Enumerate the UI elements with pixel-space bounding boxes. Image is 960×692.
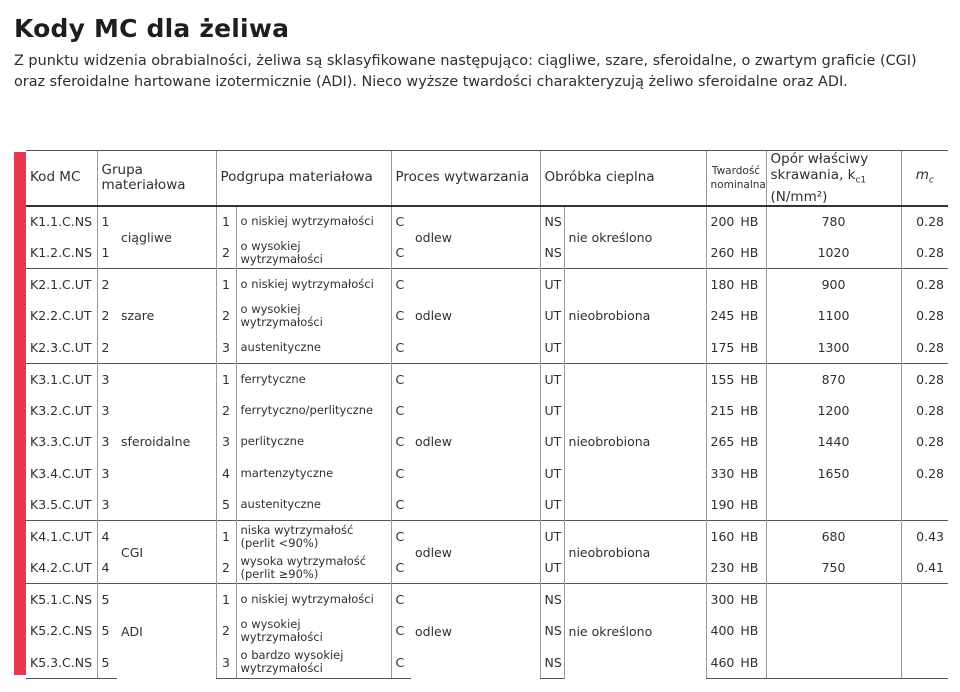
- cell-subgroup-name: o niskiej wytrzymałości: [236, 584, 391, 616]
- cell-group-number: 3: [97, 363, 117, 395]
- cell-process-code: C: [391, 395, 411, 427]
- cell-hardness: [706, 552, 766, 584]
- cell-treatment-code: UT: [540, 426, 564, 458]
- header-opor: [766, 151, 901, 206]
- cell-treatment-code: UT: [540, 332, 564, 364]
- cell-group-name: ciągliwe: [117, 206, 216, 269]
- cell-kod-mc: K3.4.C.UT: [30, 465, 92, 481]
- cell-subgroup-number: 1: [216, 206, 236, 238]
- hardness-unit: HB: [740, 592, 759, 608]
- cell-treatment-code: UT: [540, 552, 564, 584]
- cell-kc1: 1650: [766, 458, 901, 490]
- cell-subgroup-number: 2: [216, 615, 236, 647]
- cell-kod-mc: K5.1.C.NS: [26, 584, 97, 616]
- cell-subgroup-name: o wysokiej wytrzymałości: [236, 300, 391, 332]
- cell-process-code: C: [391, 237, 411, 269]
- cell-kod-mc: K3.1.C.UT: [26, 363, 97, 395]
- header-grupa: Grupa materiałowa: [97, 151, 216, 206]
- cell-kod-mc: K1.1.C.NS: [26, 206, 97, 238]
- cell-subgroup-number: 2: [216, 300, 236, 332]
- cell-treatment-code: NS: [540, 584, 564, 616]
- cell-kod-mc: K3.5.C.UT: [30, 497, 92, 513]
- cell-subgroup-name: austenityczne: [236, 332, 391, 364]
- cell-kc1: 900: [766, 269, 901, 301]
- cell-treatment-code: UT: [540, 521, 564, 553]
- cell-kod-mc: K5.3.C.NS: [26, 647, 97, 679]
- cell-process-code: C: [391, 332, 411, 364]
- cell-process-code: C: [391, 521, 411, 553]
- header-mc-symbol: m: [915, 166, 929, 183]
- cell-process-name: odlew: [411, 521, 540, 584]
- header-mc: [901, 151, 948, 206]
- page-title: Kody MC dla żeliwa: [14, 14, 290, 43]
- cell-kod-mc: K4.1.C.UT: [26, 521, 97, 553]
- cell-subgroup-name: wysoka wytrzymałość (perlit ≥90%): [236, 552, 391, 584]
- cell-kc1: [766, 489, 901, 521]
- header-podgrupa: Podgrupa materiałowa: [216, 151, 391, 206]
- cell-group-number: 4: [97, 552, 117, 584]
- cell-process-code: C: [391, 269, 411, 301]
- cell-subgroup-number: 1: [216, 363, 236, 395]
- header-kod-mc: Kod MC: [26, 151, 97, 206]
- cell-kod-mc: K1.2.C.NS: [30, 245, 93, 261]
- cell-process-code: C: [391, 647, 411, 679]
- cell-treatment-code: NS: [540, 615, 564, 647]
- hardness-value: 300: [710, 592, 735, 608]
- cell-hardness: [706, 237, 766, 269]
- cell-mc: [901, 615, 948, 647]
- hardness-unit: HB: [740, 277, 759, 293]
- table-header-row: [26, 151, 948, 206]
- hardness-unit: HB: [740, 339, 759, 355]
- cell-hardness: [706, 269, 766, 301]
- cell-kc1: [766, 647, 901, 679]
- mc-codes-table: [26, 150, 948, 679]
- cell-subgroup-number: 3: [216, 332, 236, 364]
- hardness-unit: HB: [740, 654, 759, 670]
- header-opor-sub: c1: [855, 175, 867, 186]
- cell-subgroup-name: ferrytyczno/perlityczne: [236, 395, 391, 427]
- cell-treatment-name: nieobrobiona: [564, 521, 706, 584]
- cell-treatment-code: UT: [540, 395, 564, 427]
- hardness-value: 215: [710, 402, 735, 418]
- cell-process-code: C: [391, 426, 411, 458]
- cell-kod-mc: K2.3.C.UT: [30, 339, 92, 355]
- cell-process-code: C: [391, 206, 411, 238]
- cell-mc: [901, 647, 948, 679]
- cell-kod-mc: K3.3.C.UT: [30, 434, 92, 450]
- cell-kc1: 1300: [766, 332, 901, 364]
- cell-mc: 0.28: [901, 269, 948, 301]
- cell-group-number: 5: [97, 615, 117, 647]
- cell-hardness: [706, 206, 766, 238]
- cell-subgroup-name: niska wytrzymałość (perlit <90%): [236, 521, 391, 553]
- cell-group-name: sferoidalne: [117, 363, 216, 521]
- cell-treatment-code: NS: [540, 206, 564, 238]
- hardness-value: 230: [710, 560, 735, 576]
- hardness-unit: HB: [740, 214, 759, 230]
- cell-subgroup-number: 2: [216, 395, 236, 427]
- cell-hardness: [706, 363, 766, 395]
- table-row: [26, 206, 948, 238]
- hardness-unit: HB: [740, 308, 759, 324]
- cell-hardness: [706, 458, 766, 490]
- cell-group-number: 3: [97, 458, 117, 490]
- cell-mc: [901, 584, 948, 616]
- cell-subgroup-name: o wysokiej wytrzymałości: [236, 237, 391, 269]
- cell-hardness: [706, 584, 766, 616]
- cell-mc: 0.28: [901, 426, 948, 458]
- cell-treatment-name: nie określono: [564, 584, 706, 679]
- cell-process-name: odlew: [411, 584, 540, 679]
- cell-treatment-code: UT: [540, 300, 564, 332]
- hardness-value: 190: [710, 497, 735, 513]
- cell-subgroup-number: 1: [216, 584, 236, 616]
- cell-group-number: 2: [97, 332, 117, 364]
- cell-group-number: 1: [97, 237, 117, 269]
- hardness-unit: HB: [740, 434, 759, 450]
- cell-kc1: 1020: [766, 237, 901, 269]
- hardness-unit: HB: [740, 245, 759, 261]
- hardness-unit: HB: [740, 497, 759, 513]
- cell-subgroup-name: ferrytyczne: [236, 363, 391, 395]
- cell-kod-mc: K4.2.C.UT: [30, 560, 92, 576]
- cell-mc: 0.28: [901, 332, 948, 364]
- hardness-value: 260: [710, 245, 735, 261]
- cell-process-code: C: [391, 363, 411, 395]
- cell-group-number: 5: [97, 647, 117, 679]
- cell-group-number: 3: [97, 489, 117, 521]
- header-proces: Proces wytwarzania: [391, 151, 540, 206]
- cell-mc: 0.43: [901, 521, 948, 553]
- cell-mc: 0.28: [901, 458, 948, 490]
- cell-hardness: [706, 332, 766, 364]
- cell-hardness: [706, 615, 766, 647]
- cell-subgroup-name: o bardzo wysokiej wytrzymałości: [236, 647, 391, 679]
- cell-process-code: C: [391, 584, 411, 616]
- header-obrobka: Obróbka cieplna: [540, 151, 706, 206]
- cell-group-name: ADI: [117, 584, 216, 679]
- header-twardosc: Twardość nominalna: [706, 151, 766, 206]
- hardness-value: 180: [710, 277, 735, 293]
- cell-group-number: 5: [97, 584, 117, 616]
- cell-treatment-code: NS: [540, 237, 564, 269]
- table-row: [26, 521, 948, 553]
- table-row: [26, 269, 948, 301]
- hardness-unit: HB: [740, 371, 759, 387]
- cell-treatment-name: nieobrobiona: [564, 363, 706, 521]
- accent-bar: [14, 152, 26, 675]
- hardness-unit: HB: [740, 623, 759, 639]
- cell-mc: 0.28: [901, 363, 948, 395]
- header-opor-line1: Opór właściwy: [770, 151, 869, 167]
- cell-hardness: [706, 489, 766, 521]
- hardness-value: 460: [710, 654, 735, 670]
- cell-process-name: odlew: [411, 363, 540, 521]
- cell-treatment-name: nieobrobiona: [564, 269, 706, 364]
- cell-mc: 0.28: [901, 237, 948, 269]
- hardness-unit: HB: [740, 529, 759, 545]
- cell-kc1: 1200: [766, 395, 901, 427]
- cell-kod-mc: K3.2.C.UT: [30, 402, 92, 418]
- hardness-value: 200: [710, 214, 735, 230]
- cell-subgroup-name: austenityczne: [236, 489, 391, 521]
- cell-subgroup-number: 4: [216, 458, 236, 490]
- cell-mc: 0.41: [901, 552, 948, 584]
- cell-subgroup-number: 5: [216, 489, 236, 521]
- hardness-value: 175: [710, 339, 735, 355]
- cell-treatment-code: UT: [540, 363, 564, 395]
- cell-group-number: 3: [97, 426, 117, 458]
- cell-kc1: 1100: [766, 300, 901, 332]
- cell-treatment-code: UT: [540, 458, 564, 490]
- cell-process-code: C: [391, 489, 411, 521]
- cell-mc: 0.28: [901, 206, 948, 238]
- cell-group-name: CGI: [117, 521, 216, 584]
- cell-group-number: 2: [97, 300, 117, 332]
- cell-mc: 0.28: [901, 395, 948, 427]
- cell-treatment-code: NS: [540, 647, 564, 679]
- cell-kod-mc: K2.1.C.UT: [26, 269, 97, 301]
- hardness-value: 155: [710, 371, 735, 387]
- cell-kc1: 750: [766, 552, 901, 584]
- cell-process-code: C: [391, 552, 411, 584]
- cell-group-number: 3: [97, 395, 117, 427]
- cell-subgroup-name: o niskiej wytrzymałości: [236, 269, 391, 301]
- cell-mc: [901, 489, 948, 521]
- cell-group-number: 2: [97, 269, 117, 301]
- cell-subgroup-number: 3: [216, 426, 236, 458]
- table-row: [26, 584, 948, 616]
- cell-hardness: [706, 521, 766, 553]
- cell-treatment-code: UT: [540, 489, 564, 521]
- cell-subgroup-number: 3: [216, 647, 236, 679]
- cell-subgroup-number: 2: [216, 237, 236, 269]
- hardness-unit: HB: [740, 560, 759, 576]
- cell-kc1: 870: [766, 363, 901, 395]
- cell-kc1: [766, 615, 901, 647]
- intro-paragraph: Z punktu widzenia obrabialności, żeliwa są sklasyfikowane następująco: ciągliwe, szare, sferoidalne, o zwartym graficie (CGI) oraz sferoidalne hartowane izotermicznie (ADI). Nieco wyższe twardości charakteryzują żeliwo sferoidalne oraz ADI.: [14, 53, 917, 90]
- hardness-value: 400: [710, 623, 735, 639]
- table-body: [26, 206, 948, 679]
- cell-kc1: 780: [766, 206, 901, 238]
- cell-process-name: odlew: [411, 206, 540, 269]
- cell-hardness: [706, 395, 766, 427]
- cell-subgroup-name: o niskiej wytrzymałości: [236, 206, 391, 238]
- hardness-value: 265: [710, 434, 735, 450]
- cell-process-code: C: [391, 458, 411, 490]
- table-row: [26, 363, 948, 395]
- hardness-value: 245: [710, 308, 735, 324]
- cell-subgroup-name: o wysokiej wytrzymałości: [236, 615, 391, 647]
- header-mc-sub: c: [928, 175, 934, 186]
- hardness-value: 330: [710, 465, 735, 481]
- cell-treatment-code: UT: [540, 269, 564, 301]
- cell-hardness: [706, 426, 766, 458]
- cell-hardness: [706, 300, 766, 332]
- header-opor-line2: skrawania, k: [770, 167, 856, 183]
- cell-subgroup-name: perlityczne: [236, 426, 391, 458]
- header-opor-line3: (N/mm²): [770, 188, 828, 205]
- cell-treatment-name: nie określono: [564, 206, 706, 269]
- cell-kc1: 680: [766, 521, 901, 553]
- hardness-unit: HB: [740, 465, 759, 481]
- cell-hardness: [706, 647, 766, 679]
- cell-subgroup-number: 1: [216, 269, 236, 301]
- cell-process-name: odlew: [411, 269, 540, 364]
- cell-group-number: 1: [97, 206, 117, 238]
- cell-subgroup-name: martenzytyczne: [236, 458, 391, 490]
- cell-group-name: szare: [117, 269, 216, 364]
- cell-kc1: 1440: [766, 426, 901, 458]
- cell-kod-mc: K5.2.C.NS: [30, 623, 93, 639]
- cell-subgroup-number: 1: [216, 521, 236, 553]
- hardness-unit: HB: [740, 402, 759, 418]
- hardness-value: 160: [710, 529, 735, 545]
- cell-subgroup-number: 2: [216, 552, 236, 584]
- cell-process-code: C: [391, 300, 411, 332]
- cell-mc: 0.28: [901, 300, 948, 332]
- cell-group-number: 4: [97, 521, 117, 553]
- cell-process-code: C: [391, 615, 411, 647]
- cell-kod-mc: K2.2.C.UT: [30, 308, 92, 324]
- cell-kc1: [766, 584, 901, 616]
